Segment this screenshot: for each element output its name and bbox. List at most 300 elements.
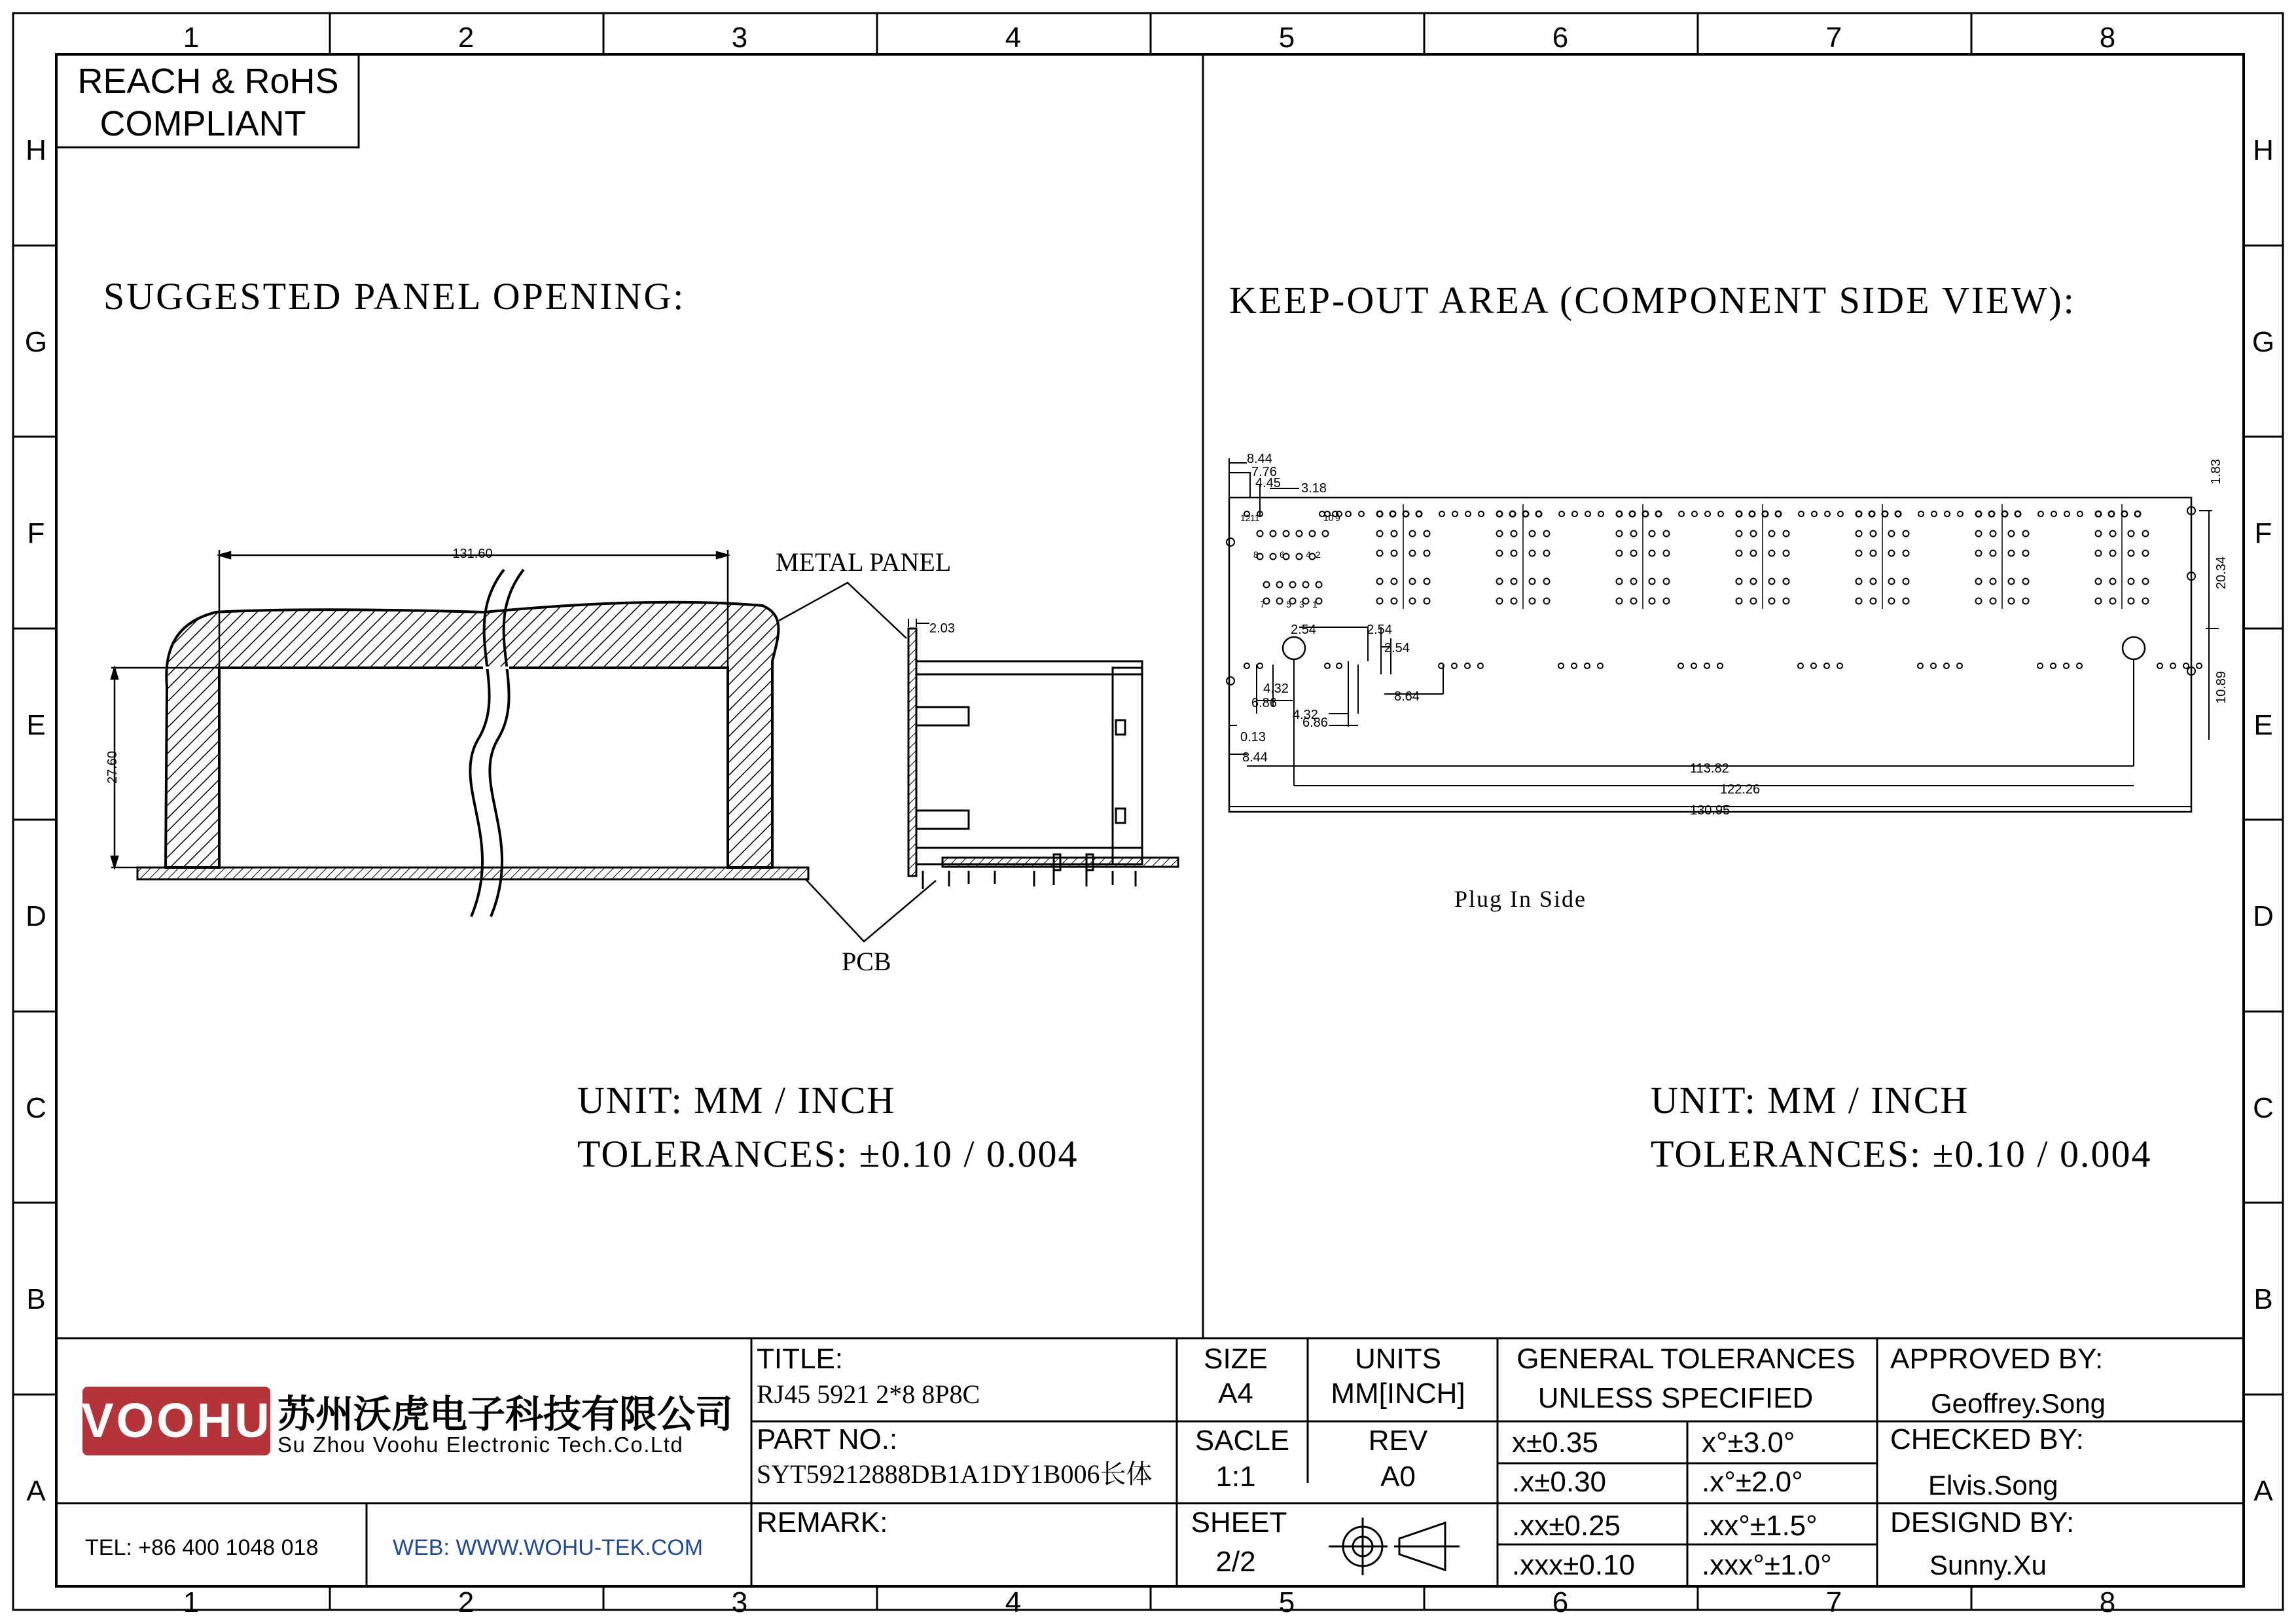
dim-844-top: 8.44 (1247, 452, 1272, 466)
part-value: SYT59212888DB1A1DY1B006长体 (757, 1459, 1153, 1489)
pad (1769, 531, 1775, 537)
pad (1718, 511, 1723, 517)
pad (1410, 598, 1416, 604)
tol-x1: .x±0.30 (1512, 1466, 1607, 1498)
pad (2128, 579, 2134, 585)
pad (1990, 579, 1996, 585)
svg-text:7: 7 (1260, 599, 1265, 610)
pad (1544, 531, 1550, 537)
pad (1511, 598, 1517, 604)
pad (2197, 663, 2202, 668)
pcb-section (137, 867, 808, 879)
col-label-bottom: 2 (457, 1586, 475, 1618)
height-dim-label: 27.60 (105, 750, 120, 784)
col-label-top: 6 (1552, 22, 1569, 54)
pad (1424, 579, 1430, 585)
pad (1976, 531, 1982, 537)
approved-label: APPROVED BY: (1890, 1343, 2104, 1375)
pad (1478, 663, 1483, 668)
pad (1277, 582, 1283, 588)
dim-254-c: 2.54 (1384, 641, 1410, 655)
col-label-top: 2 (457, 22, 475, 54)
pad (1585, 663, 1590, 668)
pad (1990, 598, 1996, 604)
units-value: MM[INCH] (1331, 1377, 1465, 1410)
company-name-en: Su Zhou Voohu Electronic Tech.Co.Ltd (278, 1432, 684, 1457)
dim-2034: 20.34 (2214, 556, 2229, 589)
pad (1931, 663, 1936, 668)
pad (1257, 663, 1263, 668)
pad (1798, 663, 1803, 668)
pad (1784, 579, 1789, 585)
pad (1871, 531, 1876, 537)
pad (2143, 531, 2149, 537)
pad (1244, 663, 1249, 668)
pad (1530, 579, 1535, 585)
pad (2051, 663, 2056, 668)
pcb-label: PCB (842, 947, 891, 976)
pad (1945, 511, 1950, 517)
sheet-label: SHEET (1191, 1506, 1287, 1539)
pad (1889, 598, 1895, 604)
pad (1439, 511, 1444, 517)
row-label-left: E (26, 709, 46, 741)
pad (1691, 663, 1696, 668)
metal-panel-section (166, 602, 778, 867)
pad (1769, 579, 1775, 585)
compliance-line2: COMPLIANT (99, 104, 306, 143)
right-unit-line: UNIT: MM / INCH (1651, 1079, 1969, 1122)
pad (1856, 598, 1862, 604)
pad (1290, 582, 1296, 588)
title-value: RJ45 5921 2*8 8P8C (757, 1379, 980, 1409)
pad (1530, 531, 1535, 537)
pad (1391, 551, 1397, 556)
pad (1497, 598, 1503, 604)
rev-label: REV (1368, 1425, 1428, 1457)
keepout-dim-labels (1240, 452, 2229, 818)
pad (1889, 551, 1895, 556)
pad (2128, 531, 2134, 537)
pad (1617, 598, 1623, 604)
pad (1530, 551, 1535, 556)
pad (1391, 598, 1397, 604)
units-label: UNITS (1355, 1343, 1441, 1375)
pad (1736, 531, 1742, 537)
pad (1424, 551, 1430, 556)
pad (1617, 579, 1623, 585)
company-name-cn: 苏州沃虎电子科技有限公司 (278, 1393, 734, 1436)
tol-x3: .xxx±0.10 (1512, 1549, 1636, 1581)
pad (1649, 551, 1655, 556)
gen-tol-line2: UNLESS SPECIFIED (1537, 1382, 1814, 1414)
pad (1769, 598, 1775, 604)
part-label: PART NO.: (757, 1423, 898, 1455)
mount-hole-left (1283, 637, 1305, 659)
row-label-left: F (27, 517, 45, 549)
pad (1871, 579, 1876, 585)
pin-labels (1240, 513, 1340, 610)
pad (1811, 663, 1816, 668)
rev-value: A0 (1380, 1461, 1416, 1493)
tol-x2-angle: .xx°±1.5° (1702, 1510, 1818, 1542)
pad (1889, 579, 1895, 585)
pad (1544, 551, 1550, 556)
pcb-leader (805, 879, 936, 941)
title-label: TITLE: (757, 1343, 844, 1375)
pad (1736, 551, 1742, 556)
pad (2170, 663, 2176, 668)
col-label-bottom: 3 (731, 1586, 748, 1618)
pad (1410, 531, 1416, 537)
remark-label: REMARK: (757, 1506, 888, 1539)
pad (1452, 663, 1457, 668)
pad (1410, 579, 1416, 585)
scale-value: 1:1 (1215, 1461, 1256, 1493)
checked-value: Elvis.Song (1928, 1470, 2058, 1501)
dim-12226: 122.26 (1720, 782, 1761, 797)
pad (1270, 554, 1276, 560)
tol-x2: .xx±0.25 (1512, 1510, 1621, 1542)
dim-254-a: 2.54 (1291, 623, 1316, 637)
pad (1692, 511, 1697, 517)
pad (1664, 551, 1670, 556)
row-label-right: G (2251, 326, 2275, 358)
pad (1918, 511, 1924, 517)
pad (1511, 531, 1517, 537)
pad (1297, 531, 1302, 537)
pad (1497, 579, 1503, 585)
width-dim-label: 131.60 (452, 547, 493, 561)
pad (1957, 663, 1962, 668)
pad (2009, 531, 2015, 537)
panel-thickness-dim (908, 619, 929, 627)
pad (2096, 531, 2102, 537)
row-label-right: B (2253, 1283, 2273, 1315)
dim-11382: 113.82 (1690, 761, 1729, 776)
pad (2038, 511, 2043, 517)
col-label-bottom: 7 (1825, 1586, 1842, 1618)
pad (1558, 663, 1564, 668)
pad (2009, 598, 2015, 604)
col-label-top: 8 (2099, 22, 2116, 54)
pad (1559, 511, 1564, 517)
pad (1664, 579, 1670, 585)
pad (1918, 663, 1923, 668)
pad (1903, 531, 1909, 537)
svg-text:9: 9 (1335, 513, 1340, 523)
col-label-bottom: 4 (1005, 1586, 1022, 1618)
row-label-left: C (26, 1092, 46, 1124)
right-view-heading: KEEP-OUT AREA (COMPONENT SIDE VIEW): (1229, 279, 2076, 321)
designed-value: Sunny.Xu (1929, 1550, 2047, 1580)
plug-side-label: Plug In Side (1454, 886, 1587, 912)
svg-text:12: 12 (1240, 513, 1251, 523)
dim-432-a: 4.32 (1263, 682, 1289, 696)
dim-844-bot: 8.44 (1242, 750, 1268, 765)
metal-panel-leader (779, 583, 906, 638)
pad (1871, 551, 1876, 556)
pad (1511, 551, 1517, 556)
pad (1679, 511, 1684, 517)
pad (2009, 579, 2015, 585)
dim-183: 1.83 (2209, 459, 2223, 484)
pad (2096, 551, 2102, 556)
dim-1089: 10.89 (2214, 670, 2229, 704)
pad (1736, 598, 1742, 604)
pad (1856, 551, 1862, 556)
tol-x3-angle: .xxx°±1.0° (1702, 1549, 1832, 1581)
metal-panel-label: METAL PANEL (776, 547, 952, 577)
col-label-top: 4 (1005, 22, 1022, 54)
pad (1598, 511, 1604, 517)
pad (1264, 582, 1270, 588)
approved-value: Geoffrey.Song (1931, 1388, 2106, 1419)
pad (1837, 663, 1842, 668)
svg-text:4: 4 (1306, 549, 1311, 560)
pad (1736, 579, 1742, 585)
pad (2064, 511, 2070, 517)
row-label-left: A (26, 1475, 46, 1507)
pad (2183, 663, 2189, 668)
pad (2037, 663, 2043, 668)
dim-254-b: 2.54 (1367, 623, 1392, 637)
left-view-heading: SUGGESTED PANEL OPENING: (103, 275, 686, 318)
logo-text: VOOHU (81, 1393, 272, 1448)
pad (1751, 579, 1757, 585)
dim-013: 0.13 (1240, 730, 1266, 744)
pad (1310, 531, 1316, 537)
checked-label: CHECKED BY: (1890, 1423, 2084, 1455)
pad (1825, 511, 1830, 517)
pad (1391, 579, 1397, 585)
web-link[interactable]: WEB: WWW.WOHU-TEK.COM (393, 1535, 704, 1560)
pad (1649, 531, 1655, 537)
pad (1990, 531, 1996, 537)
tel-text: TEL: +86 400 1048 018 (85, 1535, 319, 1560)
pad (1931, 511, 1937, 517)
gen-tol-line1: GENERAL TOLERANCES (1516, 1343, 1856, 1375)
pad (1277, 598, 1283, 604)
pad (1903, 551, 1909, 556)
right-tolerance-line: TOLERANCES: ±0.10 / 0.004 (1651, 1133, 2152, 1175)
tol-x-angle: x°±3.0° (1702, 1427, 1795, 1459)
pad (1751, 598, 1757, 604)
pad (2096, 579, 2102, 585)
svg-text:1: 1 (1312, 599, 1318, 610)
dim-318: 3.18 (1301, 481, 1327, 496)
pad (1571, 663, 1577, 668)
pad (2110, 579, 2116, 585)
pad (1903, 579, 1909, 585)
svg-text:3: 3 (1299, 599, 1304, 610)
pad (1424, 598, 1430, 604)
pad (2128, 598, 2134, 604)
size-value: A4 (1218, 1377, 1253, 1410)
pad (2077, 663, 2082, 668)
pad (1283, 531, 1289, 537)
pad (1377, 551, 1383, 556)
col-label-bottom: 6 (1552, 1586, 1569, 1618)
pad (1303, 582, 1309, 588)
col-label-bottom: 1 (183, 1586, 200, 1618)
col-label-top: 7 (1825, 22, 1842, 54)
pad (1391, 531, 1397, 537)
dim-776: 7.76 (1251, 465, 1277, 479)
pad (1346, 511, 1351, 517)
pad (1325, 663, 1330, 668)
dim-686-a: 6.86 (1251, 696, 1277, 710)
col-label-top: 5 (1278, 22, 1295, 54)
pad (1617, 531, 1623, 537)
pad (1257, 531, 1263, 537)
pad (1631, 551, 1637, 556)
pad (1751, 531, 1757, 537)
svg-text:2: 2 (1316, 549, 1321, 560)
grid-labels (25, 22, 2274, 1618)
pad (1270, 531, 1276, 537)
pad (2023, 598, 2029, 604)
pad (1336, 663, 1342, 668)
pad (2143, 598, 2149, 604)
row-label-left: D (26, 900, 46, 932)
pad (1511, 579, 1517, 585)
pad (1572, 511, 1577, 517)
col-label-bottom: 5 (1278, 1586, 1295, 1618)
pad (1838, 511, 1843, 517)
pad (1903, 598, 1909, 604)
pad (2096, 598, 2102, 604)
pad (1649, 598, 1655, 604)
pad (1465, 663, 1470, 668)
pad (1585, 511, 1590, 517)
pad (2064, 663, 2069, 668)
row-label-right: D (2253, 900, 2274, 932)
pad (1799, 511, 1804, 517)
pad (2023, 531, 2029, 537)
pad (1976, 551, 1982, 556)
pad (1497, 551, 1503, 556)
pad (2051, 511, 2056, 517)
pad (1705, 511, 1710, 517)
pad (2110, 531, 2116, 537)
pad (1359, 511, 1364, 517)
pad (1598, 663, 1603, 668)
left-tolerance-line: TOLERANCES: ±0.10 / 0.004 (577, 1133, 1079, 1175)
dim-432-b: 4.32 (1293, 708, 1318, 722)
row-label-left: G (24, 326, 48, 358)
pad (1784, 598, 1789, 604)
row-label-left: H (26, 134, 46, 166)
svg-text:10: 10 (1323, 513, 1334, 523)
pad (1544, 579, 1550, 585)
pad (1784, 551, 1789, 556)
pad (1377, 598, 1383, 604)
pad (1784, 531, 1789, 537)
pad (1889, 531, 1895, 537)
pad (1316, 582, 1322, 588)
panel-thickness-label: 2.03 (929, 621, 955, 636)
row-label-right: C (2253, 1092, 2274, 1124)
pad (1664, 531, 1670, 537)
pad (1976, 598, 1982, 604)
col-label-top: 1 (183, 22, 200, 54)
pad (1631, 598, 1637, 604)
pad (1631, 579, 1637, 585)
designed-label: DESIGND BY: (1890, 1506, 2075, 1539)
dim-686-b: 6.86 (1302, 716, 1328, 730)
pad (1824, 663, 1829, 668)
pad (1497, 531, 1503, 537)
pad (2157, 663, 2162, 668)
pad (1410, 551, 1416, 556)
mount-hole-right (2123, 637, 2145, 659)
svg-text:6: 6 (1280, 549, 1285, 560)
pad (2009, 551, 2015, 556)
row-label-right: F (2254, 517, 2272, 549)
connector-side-view (908, 629, 1178, 889)
dim-13095: 130.95 (1690, 803, 1731, 818)
pad (2143, 551, 2149, 556)
col-label-bottom: 8 (2099, 1586, 2116, 1618)
pad (1871, 598, 1876, 604)
row-label-right: A (2253, 1475, 2273, 1507)
col-label-top: 3 (731, 22, 748, 54)
left-unit-line: UNIT: MM / INCH (577, 1079, 896, 1122)
pad (1958, 511, 1963, 517)
pad (1377, 579, 1383, 585)
pad (2143, 579, 2149, 585)
pad (1452, 511, 1458, 517)
pad (1631, 531, 1637, 537)
compliance-line1: REACH & RoHS (77, 62, 339, 101)
pad (1664, 598, 1670, 604)
svg-text:5: 5 (1286, 599, 1291, 610)
svg-text:11: 11 (1250, 513, 1260, 523)
pad (2023, 579, 2029, 585)
pad (1377, 531, 1383, 537)
pad (1424, 531, 1430, 537)
pad (2110, 551, 2116, 556)
pad (1678, 663, 1683, 668)
pad (1297, 554, 1302, 560)
pad (1649, 579, 1655, 585)
tol-x1-angle: .x°±2.0° (1702, 1466, 1803, 1498)
row-label-right: E (2253, 709, 2273, 741)
dim-445: 4.45 (1255, 476, 1281, 490)
pad (1530, 598, 1535, 604)
pad (1717, 663, 1723, 668)
pad (1479, 511, 1484, 517)
pad (1944, 663, 1949, 668)
pad (2023, 551, 2029, 556)
tol-x: x±0.35 (1512, 1427, 1598, 1459)
scale-label: SACLE (1194, 1425, 1290, 1457)
size-label: SIZE (1204, 1343, 1268, 1375)
pad (2128, 551, 2134, 556)
pad (1617, 551, 1623, 556)
sheet-value: 2/2 (1215, 1546, 1256, 1578)
pad (1856, 579, 1862, 585)
row-label-right: H (2253, 134, 2274, 166)
pad (1751, 551, 1757, 556)
dim-864: 8.64 (1394, 689, 1420, 704)
pad (1323, 531, 1329, 537)
pad (1976, 579, 1982, 585)
projection-symbol-icon (1329, 1518, 1460, 1575)
pad (1465, 511, 1471, 517)
pad (1769, 551, 1775, 556)
